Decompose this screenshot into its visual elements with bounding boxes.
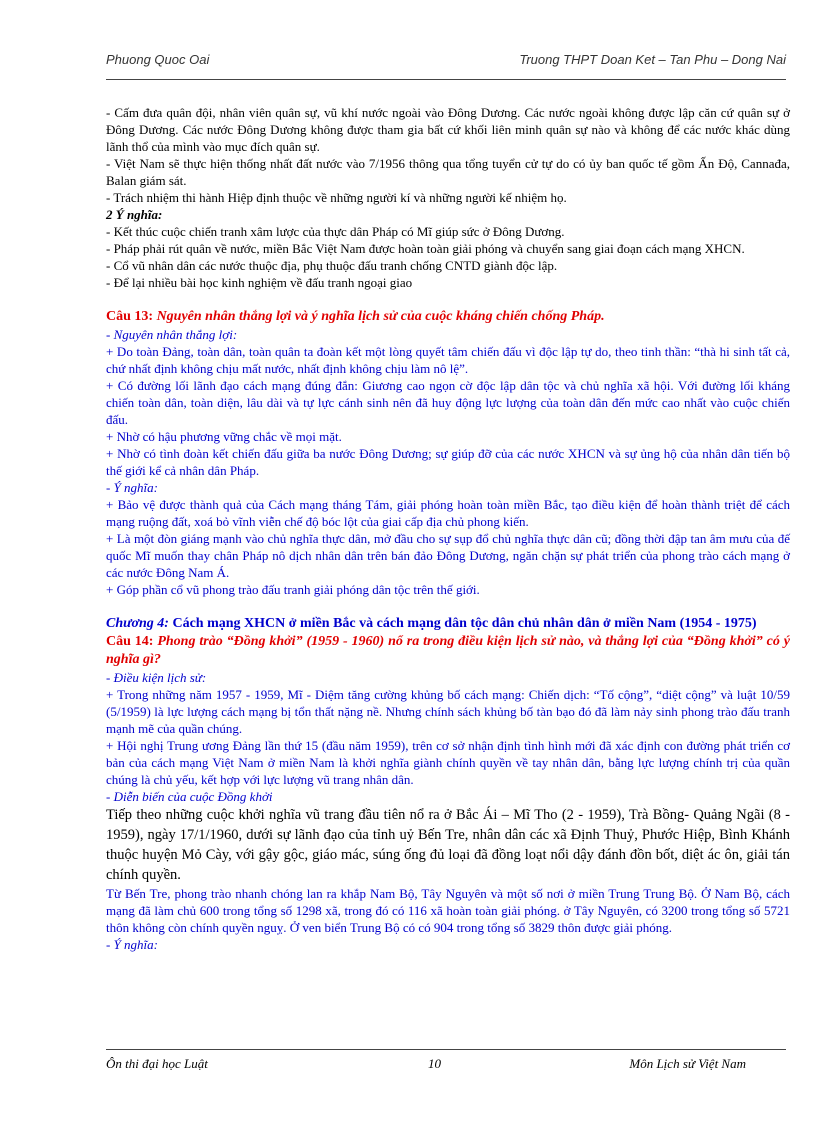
- footer-left: Ôn thi đại học Luật: [106, 1056, 208, 1071]
- page-number: 10: [428, 1056, 441, 1071]
- footer-right: Môn Lịch sử Việt Nam: [629, 1056, 746, 1071]
- question-title: Nguyên nhân thắng lợi và ý nghĩa lịch sử của cuộc kháng chiến chống Pháp.: [153, 309, 605, 324]
- paragraph: + Do toàn Đảng, toàn dân, toàn quân ta đoàn kết một lòng quyết tâm chiến đấu vì độc lập tự do, theo tinh thần: “thà hi sinh tất cả, chứ nhất định không chịu mất nước, nhất định không chịu làm nô lệ”.: [106, 344, 790, 376]
- question-title: Phong trào “Đồng khởi” (1959 - 1960) nổ ra trong điều kiện lịch sử nào, và thắng lợi của “Đồng khởi” có ý nghĩa gì?: [106, 634, 790, 667]
- footer-rule: [106, 1049, 786, 1050]
- page-header: [106, 52, 786, 72]
- paragraph: + Hội nghị Trung ương Đảng lần thứ 15 (đầu năm 1959), trên cơ sở nhận định tình hình mới đã xác định con đường phát triển cơ bản của cách mạng Việt Nam ở miền Nam là khởi nghĩa giành chính quyền về tay nhân dân, bằng lực lượng chính trị của quần chúng là chủ yếu, kết hợp với lực lượng vũ trang nhân dân.: [106, 738, 790, 787]
- chapter-label: Chương 4:: [106, 616, 169, 631]
- paragraph: - Pháp phải rút quân về nước, miền Bắc Việt Nam được hoàn toàn giải phóng và chuyển sang giai đoạn cách mạng XHCN.: [106, 241, 745, 256]
- paragraph: - Cổ vũ nhân dân các nước thuộc địa, phụ thuộc đấu tranh chống CNTD giành độc lập.: [106, 258, 558, 273]
- question-label: Câu 13:: [106, 309, 154, 324]
- paragraph: Tiếp theo những cuộc khởi nghĩa vũ trang đầu tiên nổ ra ở Bắc Ái – Mĩ Tho (2 - 1959), Trà Bồng- Quảng Ngãi (8 - 1959), ngày 17/1/1960, dưới sự lãnh đạo của tỉnh uỷ Bến Tre, nhân dân các xã Định Thuỷ, Phước Hiệp, Bình Khánh thuộc huyện Mỏ Cày, với gậy gộc, giáo mác, súng ống đủ loại đã đồng loạt nổi dậy đánh đồn bốt, diệt ác ôn, giải tán chính quyền.: [106, 807, 790, 883]
- paragraph: Từ Bến Tre, phong trào nhanh chóng lan ra khắp Nam Bộ, Tây Nguyên và một số nơi ở miền Trung Trung Bộ. Ở Nam Bộ, cách mạng đã làm chủ 600 trong tổng số 1298 xã, trong đó có 116 xã hoàn toàn giải phóng. ở Tây Nguyên, có 3200 trong tổng số 5721 thôn không còn chính quyền nguỵ. Ở ven biển Trung Bộ có có 904 trong tổng số 3829 thôn được giải phóng.: [106, 886, 790, 935]
- paragraph: + Trong những năm 1957 - 1959, Mĩ - Diệm tăng cường khủng bố cách mạng: Chiến dịch: “Tố cộng”, “diệt cộng” và luật 10/59 (5/1959) là lực lượng cách mạng bị tổn thất nặng nề. Nhưng chính sách khủng bố tàn bạo đó đã làm nảy sinh phong trào đấu tranh mạnh mẽ của quần chúng.: [106, 687, 790, 736]
- document-body: [106, 104, 790, 953]
- paragraph: + Có đường lối lãnh đạo cách mạng đúng đắn: Giương cao ngọn cờ độc lập dân tộc và chủ nghĩa xã hội. Với đường lối kháng chiến toàn dân, toàn diện, lâu dài và tự lực cánh sinh nên đã huy động lực lượng của toàn dân đến mức cao nhất vào cuộc chiến đấu.: [106, 378, 790, 427]
- subheading: - Nguyên nhân thắng lợi:: [106, 327, 238, 342]
- header-author: Phuong Quoc Oai: [106, 52, 210, 67]
- chapter-title: Cách mạng XHCN ở miền Bắc và cách mạng dân tộc dân chủ nhân dân ở miền Nam (1954 - 1975): [168, 616, 757, 631]
- paragraph: - Kết thúc cuộc chiến tranh xâm lược của thực dân Pháp có Mĩ giúp sức ở Đông Dương.: [106, 224, 565, 239]
- header-school: Truong THPT Doan Ket – Tan Phu – Dong Nai: [519, 52, 786, 67]
- paragraph: - Cấm đưa quân đội, nhân viên quân sự, vũ khí nước ngoài vào Đông Dương. Các nước ngoài không được lập căn cứ quân sự ở Đông Dương. Các nước Đông Dương không được tham gia bất cứ khối liên minh quân sự nào và không để các nước khác dùng lãnh thổ của mình vào mục đích quân sự.: [106, 105, 790, 154]
- question-13-heading: [106, 308, 790, 326]
- subheading: - Điều kiện lịch sử:: [106, 670, 207, 685]
- paragraph: + Là một đòn giáng mạnh vào chủ nghĩa thực dân, mở đầu cho sự sụp đổ chủ nghĩa thực dân cũ; đồng thời đập tan âm mưu của đế quốc Mĩ muốn thay chân Pháp nô dịch nhân dân trên bán đảo Đông Dương, ngăn chặn sự phát triển của phong trào cách mạng ở các nước Đông Nam Á.: [106, 531, 790, 580]
- paragraph: - Việt Nam sẽ thực hiện thống nhất đất nước vào 7/1956 thông qua tổng tuyển cử tự do có ủy ban quốc tế gồm Ấn Độ, Cannađa, Balan giám sát.: [106, 156, 790, 188]
- paragraph: + Bảo vệ được thành quả của Cách mạng tháng Tám, giải phóng hoàn toàn miền Bắc, tạo điều kiện để hoàn thành triệt để cách mạng ruộng đất, xoá bỏ vĩnh viễn chế độ bóc lột của giai cấp địa chủ phong kiến.: [106, 497, 790, 529]
- section-heading: 2 Ý nghĩa:: [106, 207, 163, 222]
- paragraph: + Nhờ có hậu phương vững chắc về mọi mặt.: [106, 429, 342, 444]
- paragraph: + Nhờ có tình đoàn kết chiến đấu giữa ba nước Đông Dương; sự giúp đỡ của các nước XHCN và sự ủng hộ của nhân dân tiến bộ thế giới kể cả nhân dân Pháp.: [106, 446, 790, 478]
- subheading: - Diễn biến của cuộc Đồng khởi: [106, 789, 273, 804]
- page-footer: [106, 1056, 786, 1076]
- subheading: - Ý nghĩa:: [106, 937, 158, 952]
- question-label: Câu 14:: [106, 634, 154, 649]
- paragraph: + Góp phần cổ vũ phong trào đấu tranh giải phóng dân tộc trên thế giới.: [106, 582, 480, 597]
- subheading: - Ý nghĩa:: [106, 480, 158, 495]
- paragraph: - Trách nhiệm thi hành Hiệp định thuộc về những người kí và những người kế nhiệm họ.: [106, 190, 567, 205]
- chapter-4-heading: [106, 615, 790, 633]
- paragraph: - Để lại nhiều bài học kinh nghiệm về đấu tranh ngoại giao: [106, 275, 413, 290]
- header-rule: [106, 79, 786, 80]
- question-14-heading: [106, 633, 790, 669]
